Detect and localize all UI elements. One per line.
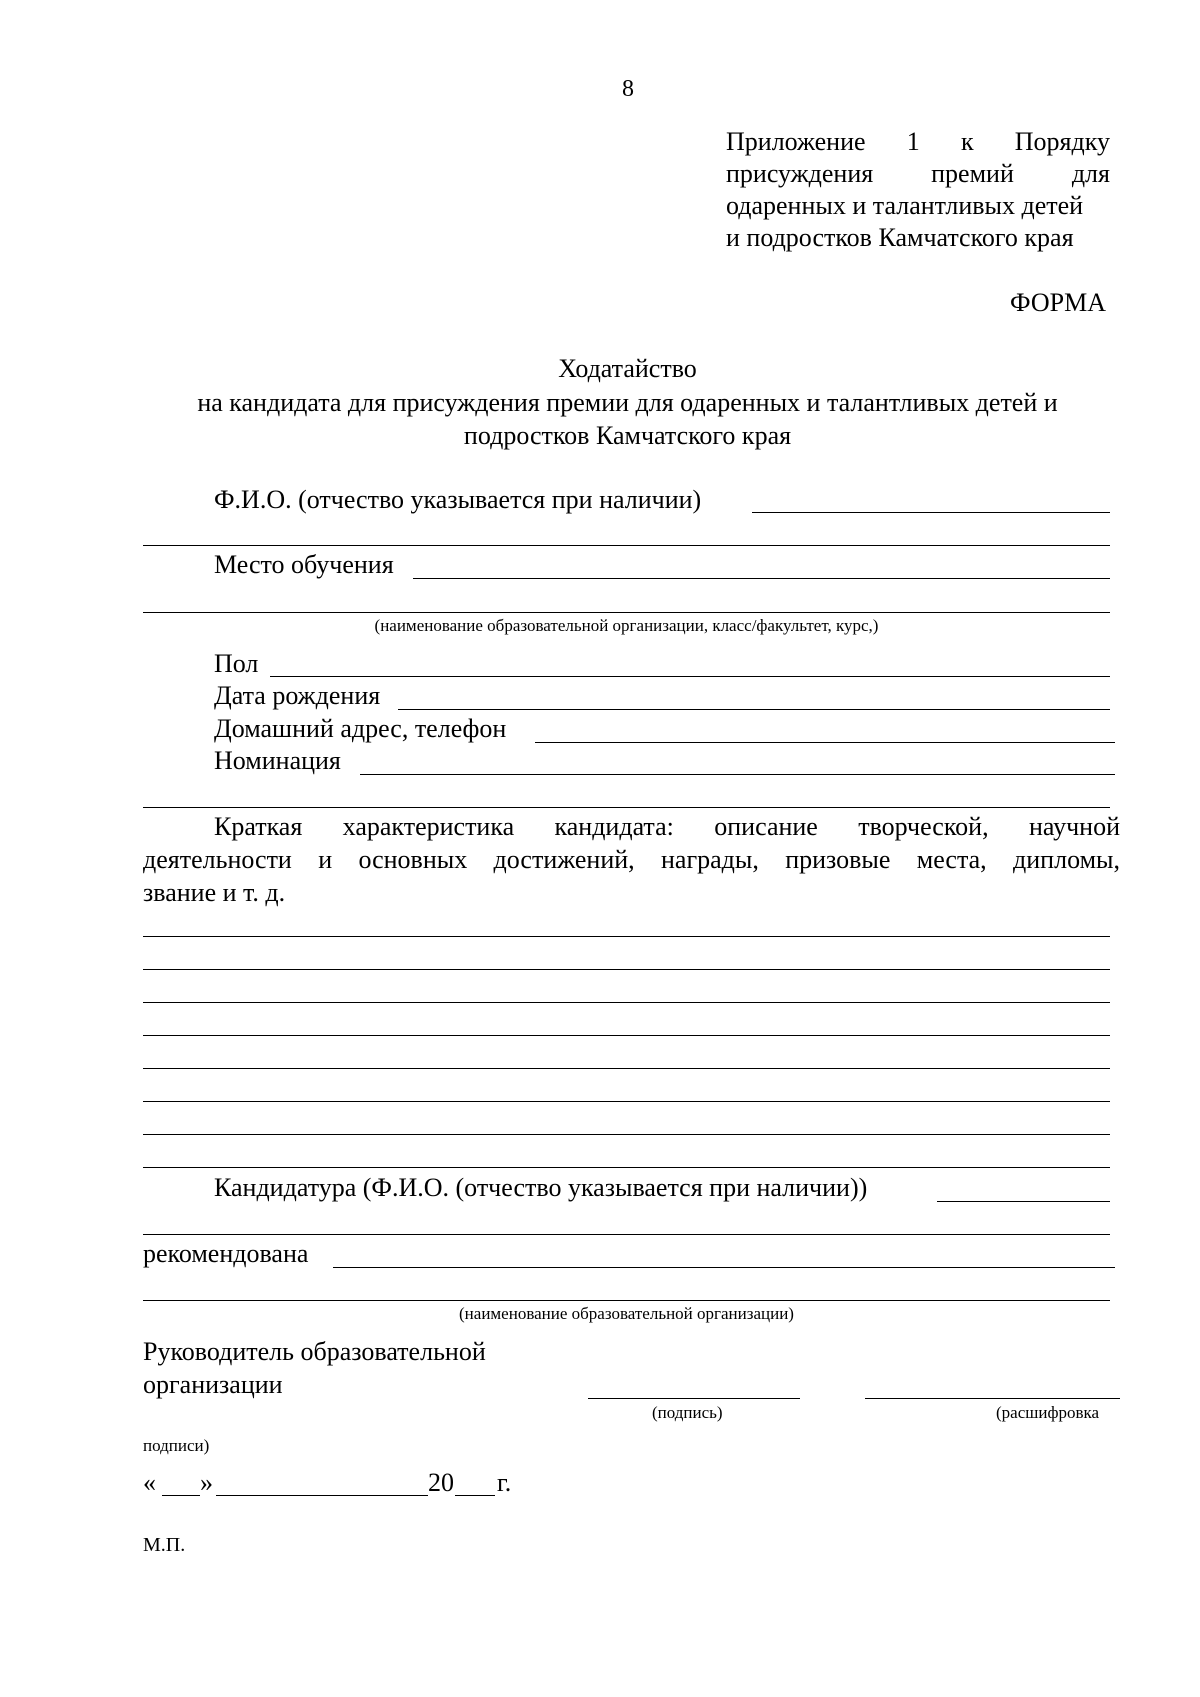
characteristic-input-line[interactable] bbox=[143, 1068, 1110, 1069]
gender-input-line[interactable] bbox=[270, 676, 1110, 677]
candidacy-input-line-2[interactable] bbox=[143, 1234, 1110, 1235]
recommended-input-line-2[interactable] bbox=[143, 1300, 1110, 1301]
study-place-label: Место обучения bbox=[214, 550, 394, 579]
page-number: 8 bbox=[622, 76, 634, 102]
head-label-line-1: Руководитель образовательной bbox=[143, 1337, 486, 1366]
characteristic-input-line[interactable] bbox=[143, 1101, 1110, 1102]
characteristic-input-line[interactable] bbox=[143, 1134, 1110, 1135]
candidacy-input-line[interactable] bbox=[937, 1201, 1110, 1202]
characteristic-line-1: Краткая характеристика кандидата: описание творческой, научной bbox=[214, 812, 1120, 841]
document-title: Ходатайство bbox=[558, 354, 697, 383]
birth-date-input-line[interactable] bbox=[398, 709, 1110, 710]
nomination-input-line-2[interactable] bbox=[143, 807, 1110, 808]
study-place-hint: (наименование образовательной организации, класс/факультет, курс,) bbox=[374, 616, 879, 635]
date-open-quote: « bbox=[143, 1468, 156, 1497]
head-label-line-2: организации bbox=[143, 1370, 283, 1399]
signature-hint: (подпись) bbox=[652, 1403, 723, 1422]
fio-input-line-2[interactable] bbox=[143, 545, 1110, 546]
fio-label: Ф.И.О. (отчество указывается при наличии) bbox=[214, 485, 702, 514]
date-close-quote: » bbox=[200, 1468, 213, 1497]
characteristic-line-2: деятельности и основных достижений, награды, призовые места, дипломы, bbox=[143, 845, 1120, 874]
recommended-input-line[interactable] bbox=[333, 1267, 1115, 1268]
characteristic-input-line[interactable] bbox=[143, 1167, 1110, 1168]
stamp-label: М.П. bbox=[143, 1534, 186, 1556]
nomination-input-line[interactable] bbox=[360, 774, 1115, 775]
document-title-line-2: на кандидата для присуждения премии для одаренных и талантливых детей и bbox=[197, 388, 1058, 417]
gender-label: Пол bbox=[214, 649, 259, 678]
signature-input-line[interactable] bbox=[588, 1398, 800, 1399]
address-phone-input-line[interactable] bbox=[535, 742, 1115, 743]
study-place-input-line-2[interactable] bbox=[143, 612, 1110, 613]
appendix-line-1: Приложение 1 к Порядку bbox=[726, 127, 1110, 156]
appendix-line-4: и подростков Камчатского края bbox=[726, 223, 1074, 252]
candidacy-label: Кандидатура (Ф.И.О. (отчество указывается при наличии)) bbox=[214, 1173, 868, 1202]
address-phone-label: Домашний адрес, телефон bbox=[214, 714, 507, 743]
characteristic-input-line[interactable] bbox=[143, 1035, 1110, 1036]
characteristic-input-line[interactable] bbox=[143, 936, 1110, 937]
signature-decode-input-line[interactable] bbox=[865, 1398, 1120, 1399]
study-place-input-line[interactable] bbox=[413, 578, 1110, 579]
nomination-label: Номинация bbox=[214, 746, 341, 775]
org-hint: (наименование образовательной организации) bbox=[459, 1304, 794, 1323]
fio-input-line[interactable] bbox=[752, 512, 1110, 513]
characteristic-line-3: звание и т. д. bbox=[143, 878, 286, 907]
decode-hint-continuation: подписи) bbox=[143, 1436, 210, 1455]
date-year-prefix: 20 bbox=[428, 1468, 454, 1497]
appendix-line-2: присуждения премий для bbox=[726, 159, 1110, 188]
document-title-line-3: подростков Камчатского края bbox=[463, 421, 792, 450]
date-year-suffix: г. bbox=[497, 1468, 512, 1497]
appendix-line-3: одаренных и талантливых детей bbox=[726, 191, 1084, 220]
recommended-label: рекомендована bbox=[143, 1239, 309, 1268]
characteristic-input-line[interactable] bbox=[143, 1002, 1110, 1003]
date-day-input-line[interactable] bbox=[162, 1495, 200, 1496]
date-month-input-line[interactable] bbox=[216, 1495, 428, 1496]
date-year-input-line[interactable] bbox=[455, 1495, 495, 1496]
birth-date-label: Дата рождения bbox=[214, 681, 381, 710]
form-label: ФОРМА bbox=[1010, 288, 1106, 317]
characteristic-input-line[interactable] bbox=[143, 969, 1110, 970]
decode-hint: (расшифровка bbox=[996, 1403, 1100, 1422]
